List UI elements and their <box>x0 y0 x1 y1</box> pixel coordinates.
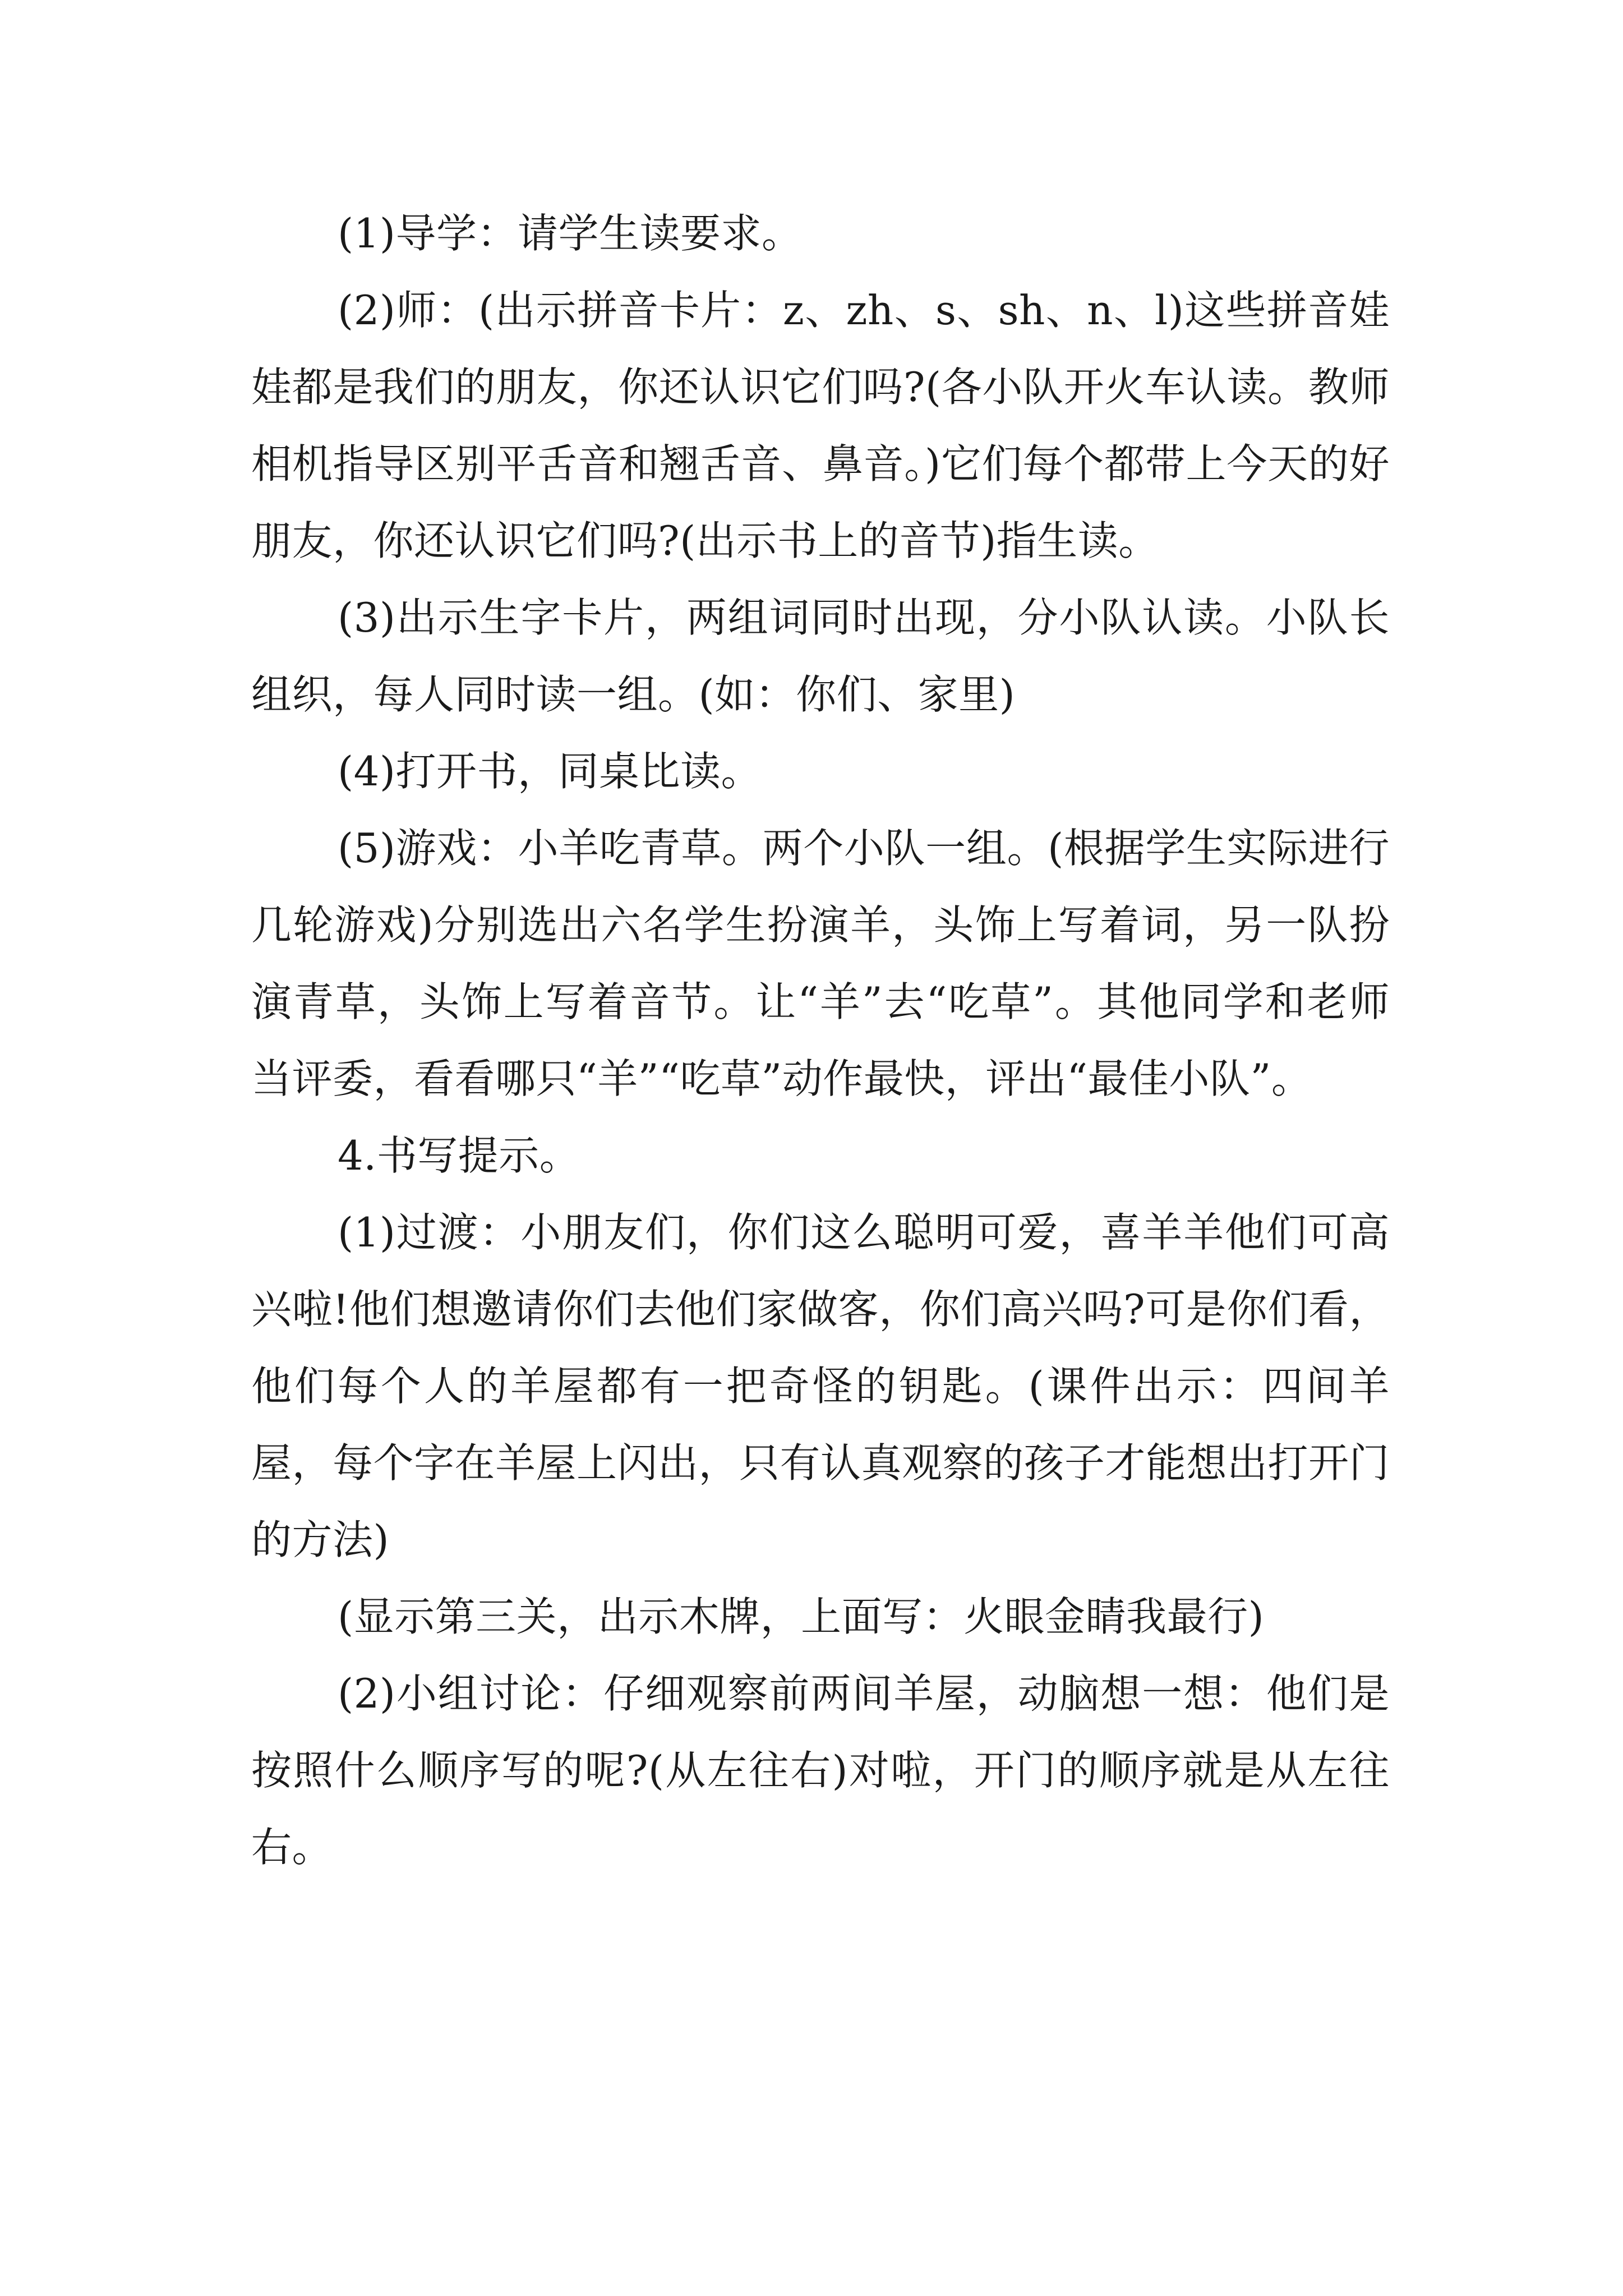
paragraph-character-cards: (3)出示生字卡片，两组词同时出现，分小队认读。小队长组织，每人同时读一组。(如：你们、家里) <box>251 594 1390 718</box>
paragraph-open-book: (4)打开书，同桌比读。 <box>338 748 762 795</box>
document-page <box>251 195 1390 1886</box>
paragraph-guide-reading: (1)导学：请学生读要求。 <box>338 210 803 257</box>
paragraph-sheep-game: (5)游戏：小羊吃青草。两个小队一组。(根据学生实际进行几轮游戏)分别选出六名学生扮演羊，头饰上写着词，另一队扮演青草，头饰上写着音节。让“羊”去“吃草”。其他同学和老师当评委，看看哪只“羊”“吃草”动作最快，评出“最佳小队”。 <box>251 825 1390 1102</box>
paragraph-transition: (1)过渡：小朋友们，你们这么聪明可爱，喜羊羊他们可高兴啦!他们想邀请你们去他们家做客，你们高兴吗?可是你们看，他们每个人的羊屋都有一把奇怪的钥匙。(课件出示：四间羊屋，每个字在羊屋上闪出，只有认真观察的孩子才能想出打开门的方法) <box>251 1209 1390 1563</box>
paragraph-group-discussion: (2)小组讨论：仔细观察前两间羊屋，动脑想一想：他们是按照什么顺序写的呢?(从左往右)对啦，开门的顺序就是从左往右。 <box>251 1670 1390 1871</box>
paragraph-writing-tips-heading: 4.书写提示。 <box>338 1132 580 1179</box>
paragraph-third-level: (显示第三关，出示木牌，上面写：火眼金睛我最行) <box>338 1593 1265 1640</box>
paragraph-pinyin-cards: (2)师：(出示拼音卡片：z、zh、s、sh、n、l)这些拼音娃娃都是我们的朋友，你还认识它们吗?(各小队开火车认读。教师相机指导区别平舌音和翘舌音、鼻音。)它们每个都带上今天的好朋友，你还认识它们吗?(出示书上的音节)指生读。 <box>251 287 1390 564</box>
